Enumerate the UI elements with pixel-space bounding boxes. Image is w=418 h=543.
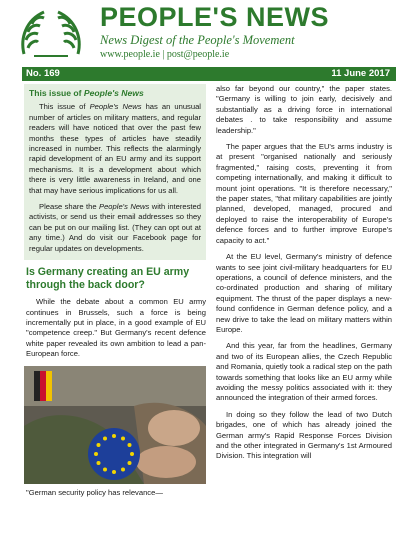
right-paragraph-1: The paper argues that the EU's arms industry is at present "organised nationally and seriously fragmented," raising costs, preventing it from competing internationally, and making it difficult to mount joint operations. "It is therefore necessary," the paper states, "that military capabilities are jointly planned, developed, managed, procured and deployed to raise the interoperability of Europe's defence forces and to further improve Europe's capacity to act." (216, 142, 392, 245)
newsletter-subtitle: News Digest of the People's Movement (100, 33, 295, 47)
newsletter-title: PEOPLE'S NEWS (100, 2, 329, 32)
right-paragraph-0: also far beyond our country," the paper states. "Germany is willing to join early, decisively and substantially as a driving force in international debates . to take responsibility and assume leadership." (216, 84, 392, 135)
right-paragraph-3: And this year, far from the headlines, Germany and two of its European allies, the Czech Republic and Romania, quietly took a radical step on the path towards something that looks like an EU army while avoiding the messy politics associated with it: they announced the integration of their armed forces. (216, 341, 392, 403)
soldier-eu-flag-patch-photo-icon (24, 366, 206, 484)
issue-date: 11 June 2017 (331, 68, 390, 79)
intro-box-heading: This issue of People's News (29, 88, 144, 98)
peoples-movement-logo-icon (16, 4, 86, 60)
intro-paragraph-1: This issue of People's News has an unusual number of articles on military matters, and regular readers will have noticed that over the past few months these types of articles have steadily increased in number. This reflects the alarmingly rapid development of an EU army and its support mechanisms. It is a development about which there is very little awareness in Ireland, and one that may have serious implications for us all. (29, 102, 201, 195)
right-paragraph-4: In doing so they follow the lead of two Dutch brigades, one of which has already joined the German army's Rapid Response Forces Division and the other integrated in Germany's 1st Armoured Division. This integration will (216, 409, 392, 461)
website-email: www.people.ie | post@people.ie (100, 49, 230, 60)
article-paragraph-1: While the debate about a common EU army continues in Brussels, such a force is being incrementally put in place, in a good example of EU "competence creep." But Germany's recent defence white paper revealed its own ambition to lead a pan-European force. (26, 297, 206, 359)
left-column (26, 84, 206, 504)
masthead (0, 0, 418, 64)
intro-box (24, 84, 206, 260)
article-headline: Is Germany creating an EU army through the back door? (26, 266, 190, 292)
issue-number: No. 169 (26, 68, 60, 79)
intro-paragraph-2: Please share the People's News with interested activists, or send us their email addresses so they can be put on our mailing list. (They can opt out at any time.) And do visit our Facebook page for regular updates on developments. (29, 202, 201, 253)
right-column (216, 84, 392, 468)
issue-bar (22, 67, 396, 81)
article-photo (24, 366, 206, 484)
right-paragraph-2: At the EU level, Germany's ministry of defence wants to see joint civil-military headquarters for EU operations, a council of defence ministers, and the co-ordinated production and sharing of military equipment. The thrust of the paper displays a new-found confidence in German defence policy, and a new drive to take the lead on military matters within Europe. (216, 252, 392, 334)
article-quote-start: "German security policy has relevance— (26, 487, 163, 497)
